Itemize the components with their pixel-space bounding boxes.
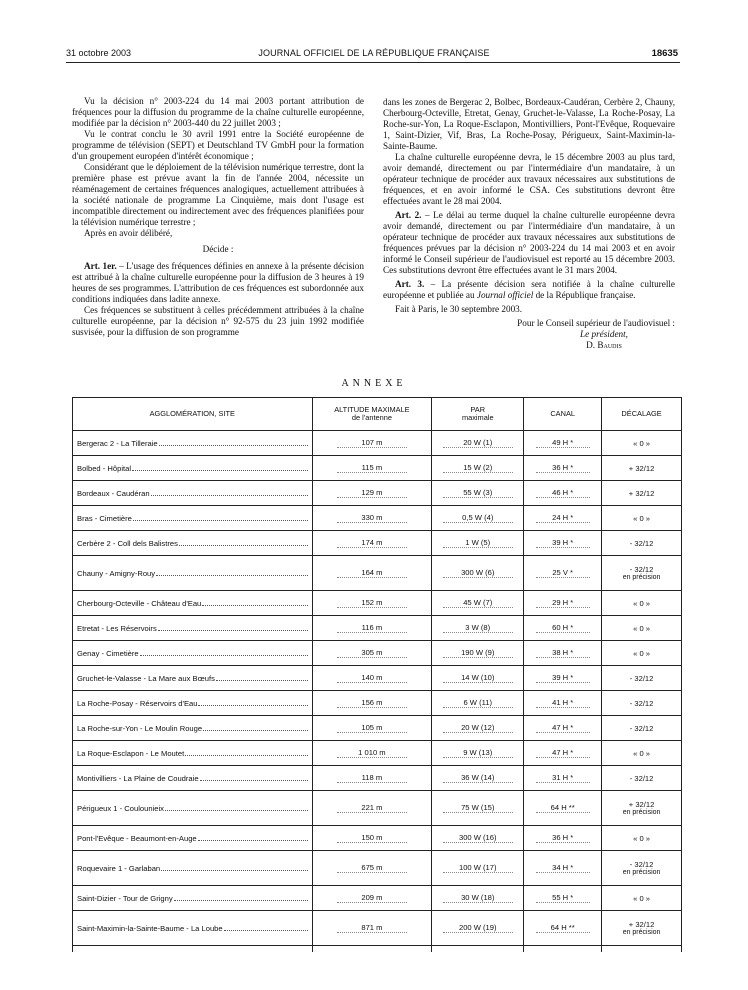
table-row xyxy=(73,851,682,886)
cell-decalage: « 0 » xyxy=(602,826,682,851)
paragraph: La chaîne culturelle européenne devra, le 15 décembre 2003 au plus tard, avoir demandé, directement ou par l'intermédiaire d'un mandataire, à un opérateur technique de procéder aux travaux nécessaires aux substitutions de fréquences, et en avoir informé le CSA. Ces substitutions devront être effectuées avant le 28 mai 2004. xyxy=(383,152,675,206)
table-row xyxy=(73,431,682,456)
fait-line: Fait à Paris, le 30 septembre 2003. xyxy=(395,304,523,314)
cell-altitude: 156 m xyxy=(312,691,432,716)
cell-decalage: « 0 » xyxy=(602,591,682,616)
cell-decalage: « 0 » xyxy=(602,886,682,911)
cell-altitude: 164 m xyxy=(312,556,432,591)
cell-altitude: 221 m xyxy=(312,791,432,826)
table-row xyxy=(73,791,682,826)
cell-altitude: 105 m xyxy=(312,716,432,741)
cell-decalage: - 32/12 xyxy=(602,691,682,716)
table-row xyxy=(73,616,682,641)
cell-canal: 39 H * xyxy=(524,531,602,556)
cell-canal: 36 H * xyxy=(524,456,602,481)
cell-altitude: 330 m xyxy=(312,506,432,531)
cell-par: 200 W (19) xyxy=(432,911,524,946)
cell-par: 20 W (12) xyxy=(432,716,524,741)
cell-site: La Roque-Esclapon - Le Moutet xyxy=(73,741,313,766)
decide-heading: Décide : xyxy=(202,244,234,254)
cell-par: 36 W (14) xyxy=(432,766,524,791)
table-row xyxy=(73,911,682,946)
cell-par: 190 W (9) xyxy=(432,641,524,666)
cell-par: 55 W (3) xyxy=(432,481,524,506)
cell-altitude: 140 m xyxy=(312,666,432,691)
cell-decalage: - 32/12 xyxy=(602,716,682,741)
table-row xyxy=(73,506,682,531)
article-1-text: – L'usage des fréquences définies en annexe à la présente décision est attribué à la chaîne culturelle européenne pour la diffusion de 3 heures à 19 heures de ses programmes. L'attribution de ces fréquences est subordonnée aux conditions indiquées dans ladite annexe. xyxy=(72,261,364,304)
cell-site: Chauny - Amigny-Rouy xyxy=(73,556,313,591)
table-row xyxy=(73,716,682,741)
cell-site: Bolbed - Hôpital xyxy=(73,456,313,481)
cell-par: 14 W (10) xyxy=(432,666,524,691)
cell-altitude: 115 m xyxy=(312,456,432,481)
annexe-title: ANNEXE xyxy=(341,378,407,389)
cell-site: Roquevaire 1 - Garlaban xyxy=(73,851,313,886)
paragraph: Vu la décision n° 2003-224 du 14 mai 2003 portant attribution de fréquences pour la diffusion du programme de la chaîne culturelle européenne, modifiée par la décision n° 2003-440 du 22 juillet 2003 ; xyxy=(72,96,364,128)
cell-par: 75 W (15) xyxy=(432,791,524,826)
cell-site: Genay - Cimetière xyxy=(73,641,313,666)
table-row xyxy=(73,741,682,766)
signature-line-2: Le président, xyxy=(580,329,628,339)
cell-decalage: « 0 » xyxy=(602,506,682,531)
cell-canal: 34 H * xyxy=(524,851,602,886)
paragraph: Vu le contrat conclu le 30 avril 1991 entre la Société européenne de programme de télévision (SEPT) et Deutschland TV GmbH pour la formation d'un groupement européen d'intérêt économique ; xyxy=(72,129,364,161)
cell-canal: 64 H ** xyxy=(524,791,602,826)
header-title: JOURNAL OFFICIEL DE LA RÉPUBLIQUE FRANÇAISE xyxy=(258,48,490,58)
cell-altitude: 1 010 m xyxy=(312,741,432,766)
cell-canal: 31 H * xyxy=(524,766,602,791)
cell-site: Cherbourg-Octeville - Château d'Eau xyxy=(73,591,313,616)
cell-decalage: « 0 » xyxy=(602,741,682,766)
cell-altitude: 107 m xyxy=(312,431,432,456)
cell-canal: 49 H * xyxy=(524,431,602,456)
article-3 xyxy=(383,279,675,301)
cell-decalage: « 0 » xyxy=(602,616,682,641)
cell-altitude: 150 m xyxy=(312,826,432,851)
table-row xyxy=(73,691,682,716)
table-row xyxy=(73,556,682,591)
article-3-text-b: de la République française. xyxy=(533,290,636,300)
col-header-par: PAR maximale xyxy=(432,398,524,431)
article-3-italic: Journal officiel xyxy=(476,290,534,300)
cell-altitude: 129 m xyxy=(312,481,432,506)
cell-decalage: « 0 » xyxy=(602,641,682,666)
paragraph: Après en avoir délibéré, xyxy=(84,228,173,238)
cell-decalage: + 32/12 xyxy=(602,456,682,481)
paragraph: Ces fréquences se substituent à celles précédemment attribuées à la chaîne culturelle européenne, par la décision n° 92-575 du 23 juin 1992 modifiée susvisée, pour la diffusion de son programme xyxy=(72,305,364,337)
table-row xyxy=(73,531,682,556)
cell-site: Saint-Dizier - Tour de Grigny xyxy=(73,886,313,911)
table-row xyxy=(73,666,682,691)
cell-site: Bordeaux - Caudéran xyxy=(73,481,313,506)
table-row-continuation xyxy=(73,946,682,953)
article-2 xyxy=(383,210,675,276)
cell-canal: 39 H * xyxy=(524,666,602,691)
cell-altitude: 118 m xyxy=(312,766,432,791)
table-header-row xyxy=(73,398,682,431)
signature-line-1: Pour le Conseil supérieur de l'audiovisuel : xyxy=(517,318,675,328)
cell-canal: 41 H * xyxy=(524,691,602,716)
cell-par: 300 W (6) xyxy=(432,556,524,591)
cell-decalage: « 0 » xyxy=(602,431,682,456)
article-3-text-a: – La présente décision sera notifiée à la chaîne culturelle européenne et publiée au xyxy=(383,279,675,300)
cell-canal: 25 V * xyxy=(524,556,602,591)
cell-decalage: + 32/12 en précision xyxy=(602,911,682,946)
article-2-label: Art. 2. xyxy=(395,210,422,220)
cell-canal: 47 H * xyxy=(524,741,602,766)
cell-site: La Roche-Posay - Réservoirs d'Eau xyxy=(73,691,313,716)
signature-line-3: D. Baudis xyxy=(586,340,622,350)
table-row xyxy=(73,826,682,851)
cell-site: Saint-Maximin-la-Sainte-Baume - La Loube xyxy=(73,911,313,946)
cell-site: La Roche-sur-Yon - Le Moulin Rouge xyxy=(73,716,313,741)
cell-par: 3 W (8) xyxy=(432,616,524,641)
paragraph: dans les zones de Bergerac 2, Bolbec, Bordeaux-Caudéran, Cerbère 2, Chauny, Cherbourg-Octeville, Etretat, Genay, Gruchet-le-Valasse, La Roche-Posay, La Roche-sur-Yon, La Roque-Esclapon, Montivilliers, Pont-l'Evêque, Roquevaire 1, Saint-Dizier, Vif, Bras, La Roche-Posay, Périgueux, Saint-Maximin-la-Sainte-Baume. xyxy=(383,97,675,151)
cell-site: Pont-l'Evêque - Beaumont-en-Auge xyxy=(73,826,313,851)
article-2-text: – Le délai au terme duquel la chaîne culturelle européenne devra avoir demandé, directement ou par l'intermédiaire d'un mandataire, à un opérateur technique de procéder aux travaux nécessaires aux substitutions de fréquences prévues par la décision n° 2003-224 du 14 mai 2003 et en avoir informé le Conseil supérieur de l'audiovisuel est reporté au 15 décembre 2003. Ces substitutions devront être effectuées avant le 31 mars 2004. xyxy=(383,210,675,275)
table-row xyxy=(73,481,682,506)
article-1-label: Art. 1er. xyxy=(84,261,117,271)
cell-par: 15 W (2) xyxy=(432,456,524,481)
cell-altitude: 152 m xyxy=(312,591,432,616)
cell-par: 20 W (1) xyxy=(432,431,524,456)
cell-par: 6 W (11) xyxy=(432,691,524,716)
cell-par: 100 W (17) xyxy=(432,851,524,886)
cell-site: Montivilliers - La Plaine de Coudraie xyxy=(73,766,313,791)
cell-par: 45 W (7) xyxy=(432,591,524,616)
cell-site: Bergerac 2 - La Tilleraie xyxy=(73,431,313,456)
cell-canal: 29 H * xyxy=(524,591,602,616)
cell-par: 9 W (13) xyxy=(432,741,524,766)
header-date: 31 octobre 2003 xyxy=(66,48,132,58)
cell-altitude: 174 m xyxy=(312,531,432,556)
cell-canal: 36 H * xyxy=(524,826,602,851)
cell-altitude: 116 m xyxy=(312,616,432,641)
cell-altitude: 675 m xyxy=(312,851,432,886)
cell-canal: 64 H ** xyxy=(524,911,602,946)
table-row xyxy=(73,456,682,481)
cell-decalage: - 32/12 en précision xyxy=(602,851,682,886)
col-header-canal: CANAL xyxy=(524,398,602,431)
cell-canal: 24 H * xyxy=(524,506,602,531)
cell-canal: 60 H * xyxy=(524,616,602,641)
paragraph: Considérant que le déploiement de la télévision numérique terrestre, dont la première phase est prévue avant la fin de l'année 2004, nécessite un réaménagement de certaines fréquences analogiques, actuellement attribuées à la société nationale de programme La Cinquième, mais dont l'usage est incompatible directement ou indirectement avec des fréquences planifiées pour la télévision numérique terrestre ; xyxy=(72,162,364,227)
cell-altitude: 305 m xyxy=(312,641,432,666)
cell-decalage: - 32/12 xyxy=(602,766,682,791)
cell-site: Périgueux 1 - Coulounieix xyxy=(73,791,313,826)
cell-par: 30 W (18) xyxy=(432,886,524,911)
cell-decalage: + 32/12 xyxy=(602,481,682,506)
cell-par: 300 W (16) xyxy=(432,826,524,851)
table-row xyxy=(73,886,682,911)
cell-site: Gruchet-le-Valasse - La Mare aux Bœufs xyxy=(73,666,313,691)
table-row xyxy=(73,766,682,791)
cell-site: Cerbère 2 - Coll dels Balistres xyxy=(73,531,313,556)
cell-decalage: - 32/12 en précision xyxy=(602,556,682,591)
cell-canal: 38 H * xyxy=(524,641,602,666)
cell-canal: 46 H * xyxy=(524,481,602,506)
col-header-site: AGGLOMÉRATION, SITE xyxy=(73,398,313,431)
article-3-label: Art. 3. xyxy=(395,279,425,289)
cell-altitude: 209 m xyxy=(312,886,432,911)
col-header-altitude: ALTITUDE MAXIMALE de l'antenne xyxy=(312,398,432,431)
cell-decalage: - 32/12 xyxy=(602,666,682,691)
cell-canal: 55 H * xyxy=(524,886,602,911)
header-rule xyxy=(66,62,680,63)
right-column xyxy=(383,97,675,351)
col-header-decalage: DÉCALAGE xyxy=(602,398,682,431)
table-row xyxy=(73,641,682,666)
cell-decalage: - 32/12 xyxy=(602,531,682,556)
cell-par: 0,5 W (4) xyxy=(432,506,524,531)
cell-par: 1 W (5) xyxy=(432,531,524,556)
cell-canal: 47 H * xyxy=(524,716,602,741)
table-row xyxy=(73,591,682,616)
article-1 xyxy=(72,261,364,305)
header-page-number: 18635 xyxy=(651,48,678,59)
cell-decalage: + 32/12 en précision xyxy=(602,791,682,826)
cell-altitude: 871 m xyxy=(312,911,432,946)
cell-site: Etretat - Les Réservoirs xyxy=(73,616,313,641)
cell-site: Bras - Cimetière xyxy=(73,506,313,531)
left-column xyxy=(72,96,364,338)
annex-table xyxy=(72,397,682,952)
